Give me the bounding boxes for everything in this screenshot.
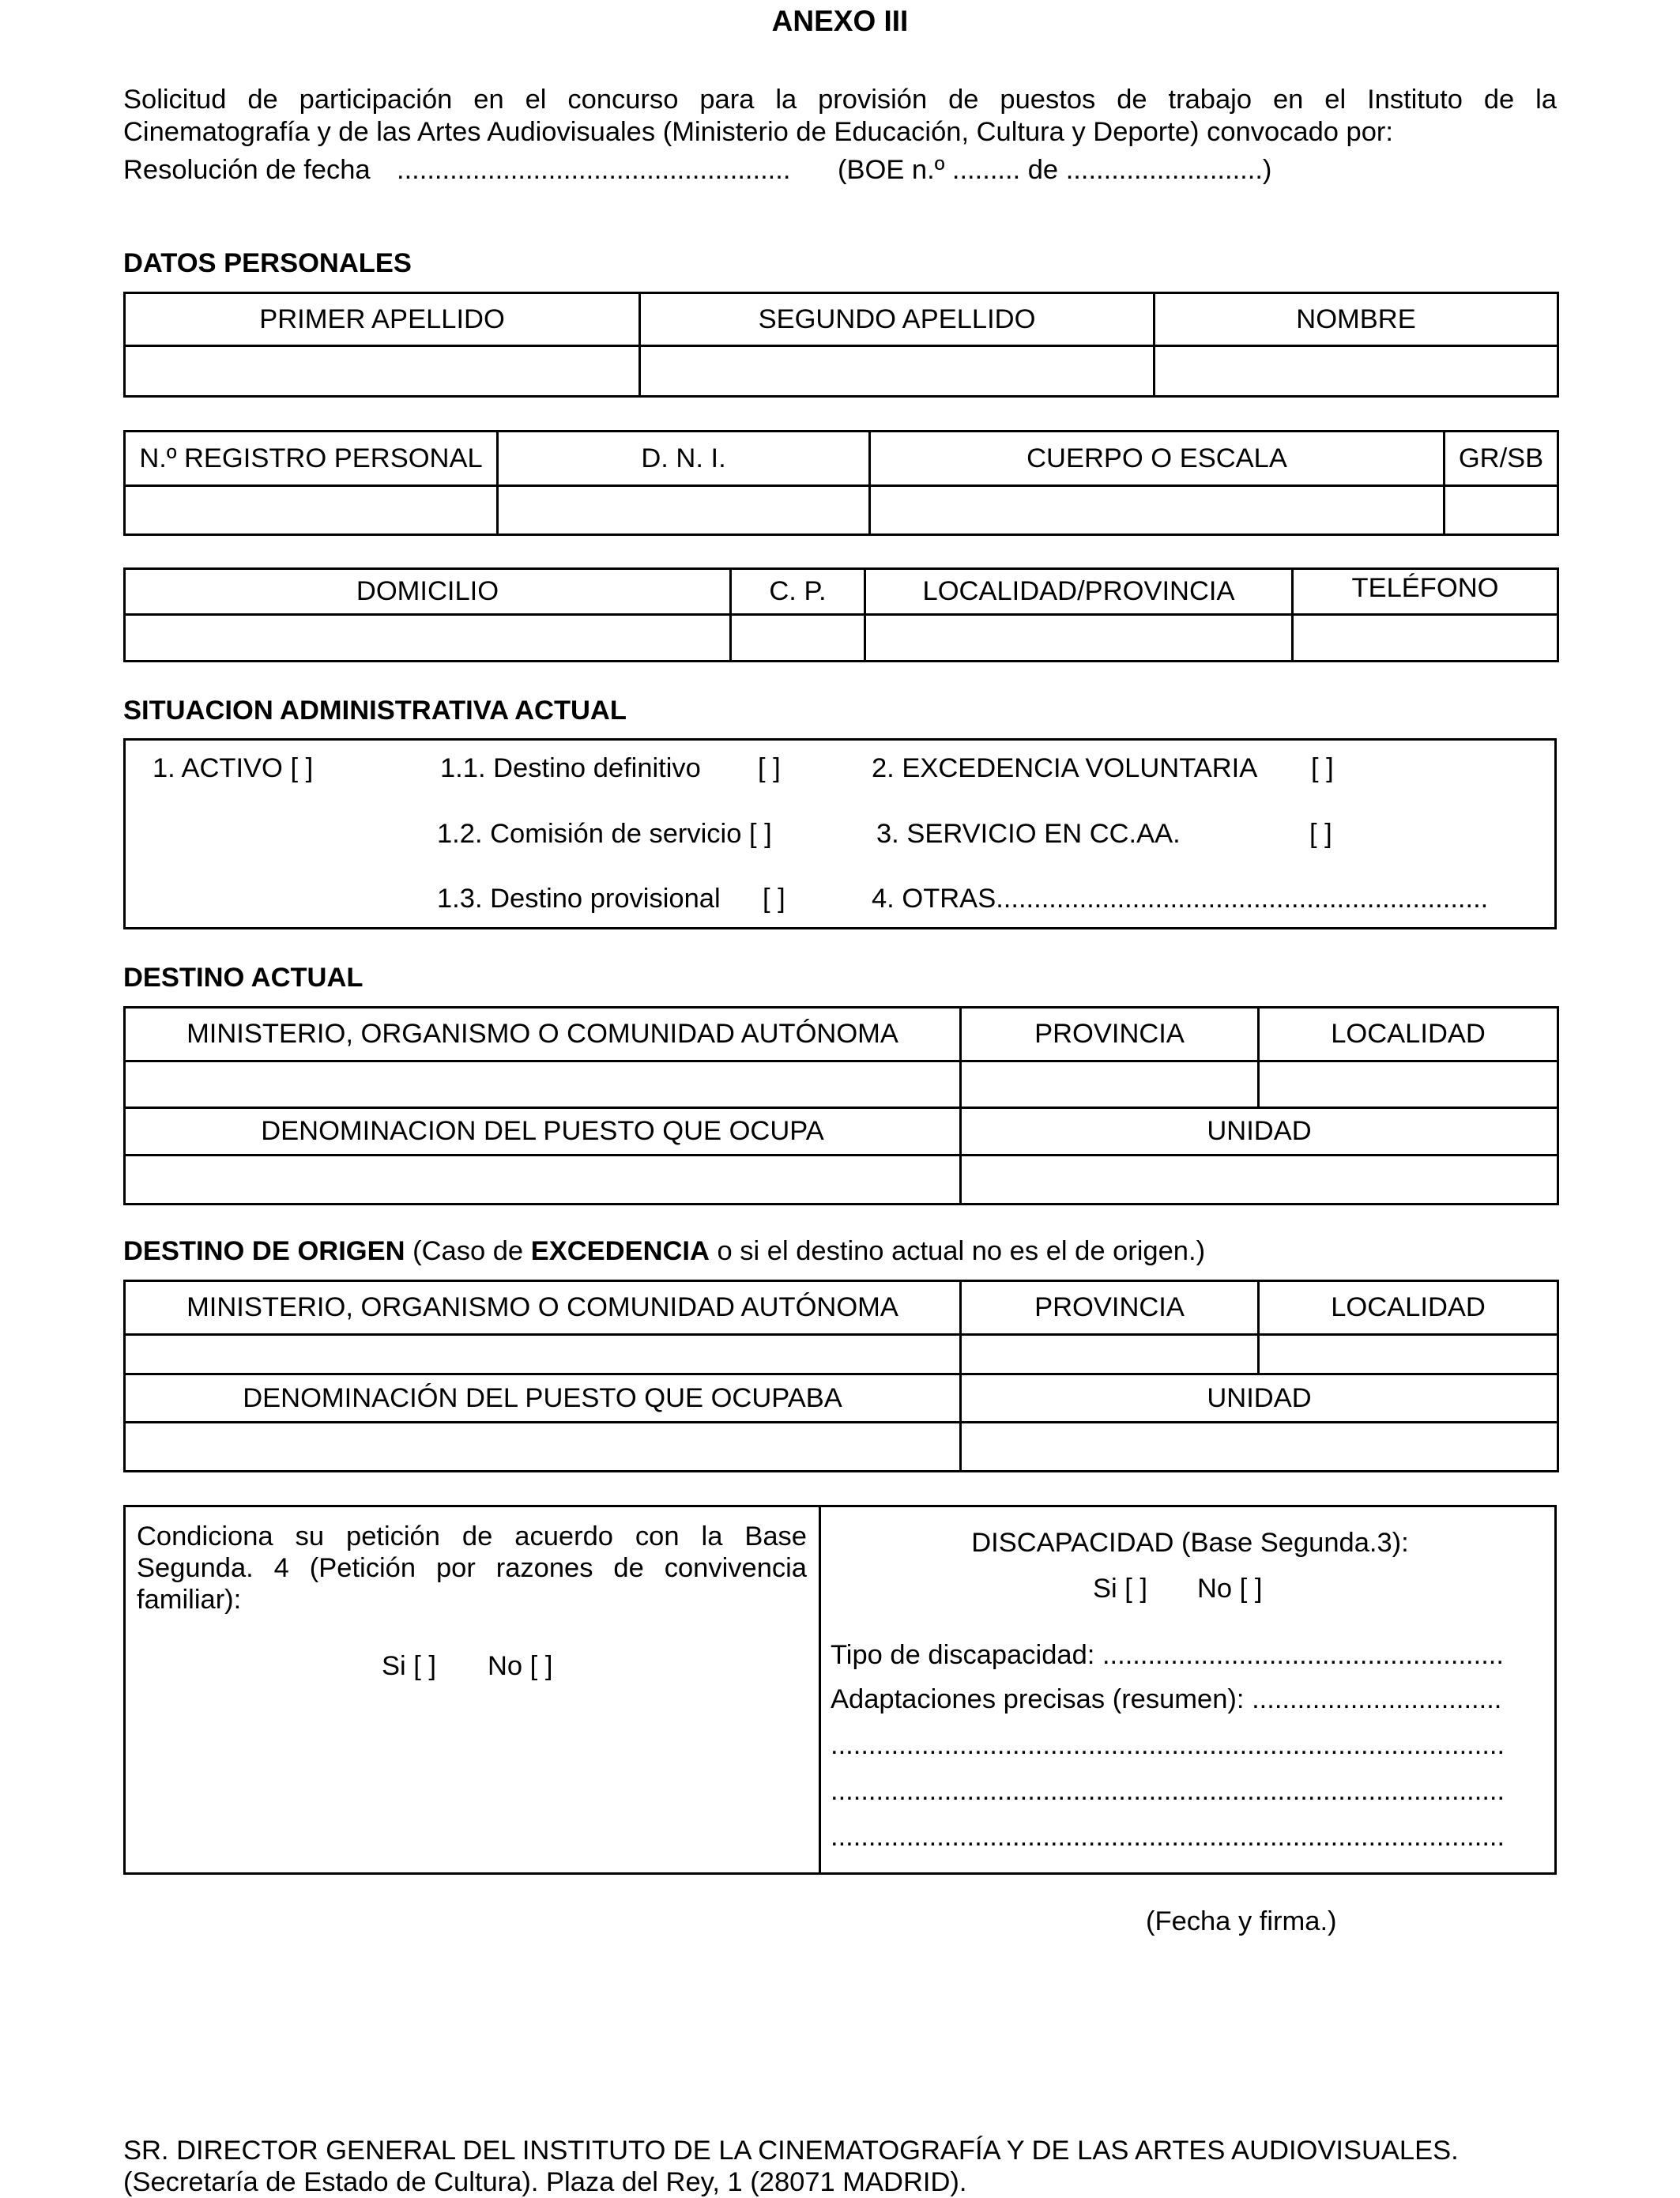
field-telefono[interactable] bbox=[1293, 615, 1558, 662]
header-dni: D. N. I. bbox=[498, 432, 870, 486]
header-cuerpo-escala: CUERPO O ESCALA bbox=[870, 432, 1445, 486]
header-denominacion-puesto-origen: DENOMINACIÓN DEL PUESTO QUE OCUPABA bbox=[125, 1374, 961, 1423]
adaptaciones-line-1[interactable]: ......................................................................................... bbox=[831, 1730, 1505, 1760]
resolucion-date-field[interactable]: .................................................... bbox=[397, 155, 791, 185]
field-domicilio[interactable] bbox=[125, 615, 731, 662]
datos-personales-table-2 bbox=[123, 430, 1559, 536]
field-primer-apellido[interactable] bbox=[125, 346, 640, 397]
footer-line-2: (Secretaría de Estado de Cultura). Plaza del Rey, 1 (28071 MADRID). bbox=[123, 2167, 967, 2197]
condiciona-si[interactable]: Si [ ] bbox=[382, 1651, 437, 1681]
condiciona-discapacidad-box bbox=[123, 1505, 1557, 1875]
checkbox-destino-provisional[interactable]: [ ] bbox=[763, 884, 785, 914]
destino-origen-excedencia: EXCEDENCIA bbox=[530, 1236, 710, 1266]
header-provincia: PROVINCIA bbox=[961, 1008, 1259, 1061]
field-unidad-origen[interactable] bbox=[961, 1423, 1558, 1472]
header-ministerio-origen: MINISTERIO, ORGANISMO O COMUNIDAD AUTÓNOMA bbox=[125, 1281, 961, 1335]
field-cp[interactable] bbox=[731, 615, 865, 662]
field-nombre[interactable] bbox=[1155, 346, 1558, 397]
header-nombre: NOMBRE bbox=[1155, 293, 1558, 346]
option-comision-servicio[interactable]: 1.2. Comisión de servicio [ ] bbox=[437, 819, 772, 849]
header-primer-apellido: PRIMER APELLIDO bbox=[125, 293, 640, 346]
header-segundo-apellido: SEGUNDO APELLIDO bbox=[640, 293, 1155, 346]
header-gr-sb: GR/SB bbox=[1445, 432, 1558, 486]
checkbox-servicio-ccaa[interactable]: [ ] bbox=[1309, 819, 1332, 849]
header-localidad-origen: LOCALIDAD bbox=[1259, 1281, 1558, 1335]
field-localidad-provincia[interactable] bbox=[865, 615, 1293, 662]
condiciona-line-1: Condiciona su petición de acuerdo con la Base bbox=[137, 1521, 807, 1551]
condiciona-line-3: familiar): bbox=[137, 1585, 242, 1615]
option-excedencia: 2. EXCEDENCIA VOLUNTARIA bbox=[872, 753, 1258, 783]
field-localidad[interactable] bbox=[1259, 1061, 1558, 1108]
footer-line-1: SR. DIRECTOR GENERAL DEL INSTITUTO DE LA CINEMATOGRAFÍA Y DE LAS ARTES AUDIOVISUALES. bbox=[123, 2136, 1459, 2166]
field-dni[interactable] bbox=[498, 486, 870, 535]
field-provincia-origen[interactable] bbox=[961, 1335, 1259, 1374]
page-title: ANEXO III bbox=[771, 5, 909, 37]
discapacidad-heading: DISCAPACIDAD (Base Segunda.3): bbox=[971, 1528, 1409, 1558]
header-domicilio: DOMICILIO bbox=[125, 569, 731, 615]
boe-field[interactable]: (BOE n.º ......... de ..........................) bbox=[838, 155, 1272, 185]
option-servicio-ccaa: 3. SERVICIO EN CC.AA. bbox=[876, 819, 1181, 849]
header-unidad: UNIDAD bbox=[961, 1108, 1558, 1156]
discapacidad-no[interactable]: No [ ] bbox=[1197, 1574, 1263, 1604]
destino-actual-table bbox=[123, 1006, 1559, 1205]
checkbox-destino-definitivo[interactable]: [ ] bbox=[758, 753, 781, 783]
field-denominacion-puesto[interactable] bbox=[125, 1156, 961, 1205]
field-ministerio[interactable] bbox=[125, 1061, 961, 1108]
resolucion-label: Resolución de fecha bbox=[123, 155, 371, 185]
option-activo[interactable]: 1. ACTIVO [ ] bbox=[153, 753, 314, 783]
condiciona-no[interactable]: No [ ] bbox=[488, 1651, 553, 1681]
datos-personales-table-1 bbox=[123, 292, 1559, 398]
destino-origen-table bbox=[123, 1280, 1559, 1472]
header-ministerio: MINISTERIO, ORGANISMO O COMUNIDAD AUTÓNOMA bbox=[125, 1008, 961, 1061]
field-localidad-origen[interactable] bbox=[1259, 1335, 1558, 1374]
discapacidad-si[interactable]: Si [ ] bbox=[1093, 1574, 1148, 1604]
checkbox-excedencia[interactable]: [ ] bbox=[1311, 753, 1334, 783]
box-divider bbox=[819, 1507, 821, 1872]
field-segundo-apellido[interactable] bbox=[640, 346, 1155, 397]
option-destino-definitivo: 1.1. Destino definitivo bbox=[440, 753, 701, 783]
intro-line-1: Solicitud de participación en el concurso para la provisión de puestos de trabajo en el Instituto de la bbox=[123, 85, 1557, 115]
adaptaciones-field[interactable]: Adaptaciones precisas (resumen): ................................. bbox=[831, 1684, 1502, 1714]
destino-origen-note-2: o si el destino actual no es el de origen.) bbox=[709, 1236, 1206, 1266]
destino-origen-heading bbox=[123, 1236, 1205, 1267]
adaptaciones-line-3[interactable]: ......................................................................................... bbox=[831, 1822, 1505, 1852]
field-ministerio-origen[interactable] bbox=[125, 1335, 961, 1374]
condiciona-line-2: Segunda. 4 (Petición por razones de convivencia bbox=[137, 1553, 807, 1583]
situacion-box bbox=[123, 738, 1557, 929]
header-provincia-origen: PROVINCIA bbox=[961, 1281, 1259, 1335]
header-localidad: LOCALIDAD bbox=[1259, 1008, 1558, 1061]
header-unidad-origen: UNIDAD bbox=[961, 1374, 1558, 1423]
field-denominacion-puesto-origen[interactable] bbox=[125, 1423, 961, 1472]
option-destino-provisional: 1.3. Destino provisional bbox=[437, 884, 721, 914]
datos-personales-table-3 bbox=[123, 567, 1559, 662]
destino-origen-note-1: (Caso de bbox=[405, 1236, 531, 1266]
field-cuerpo-escala[interactable] bbox=[870, 486, 1445, 535]
destino-actual-heading: DESTINO ACTUAL bbox=[123, 963, 363, 993]
header-localidad-provincia: LOCALIDAD/PROVINCIA bbox=[865, 569, 1293, 615]
adaptaciones-line-2[interactable]: ......................................................................................... bbox=[831, 1776, 1505, 1806]
destino-origen-title: DESTINO DE ORIGEN bbox=[123, 1236, 405, 1266]
field-gr-sb[interactable] bbox=[1445, 486, 1558, 535]
situacion-heading: SITUACION ADMINISTRATIVA ACTUAL bbox=[123, 696, 627, 726]
field-provincia[interactable] bbox=[961, 1061, 1259, 1108]
header-registro-personal: N.º REGISTRO PERSONAL bbox=[125, 432, 498, 486]
intro-line-2: Cinematografía y de las Artes Audiovisuales (Ministerio de Educación, Cultura y Deporte) convocado por: bbox=[123, 117, 1393, 147]
header-denominacion-puesto: DENOMINACION DEL PUESTO QUE OCUPA bbox=[125, 1108, 961, 1156]
datos-personales-heading: DATOS PERSONALES bbox=[123, 248, 412, 278]
fecha-firma: (Fecha y firma.) bbox=[1146, 1906, 1337, 1936]
tipo-discapacidad-field[interactable]: Tipo de discapacidad: ..................................................... bbox=[831, 1640, 1504, 1670]
header-cp: C. P. bbox=[731, 569, 865, 615]
field-registro-personal[interactable] bbox=[125, 486, 498, 535]
option-otras[interactable]: 4. OTRAS................................................................. bbox=[872, 884, 1489, 914]
header-telefono: TELÉFONO bbox=[1293, 569, 1558, 615]
field-unidad[interactable] bbox=[961, 1156, 1558, 1205]
